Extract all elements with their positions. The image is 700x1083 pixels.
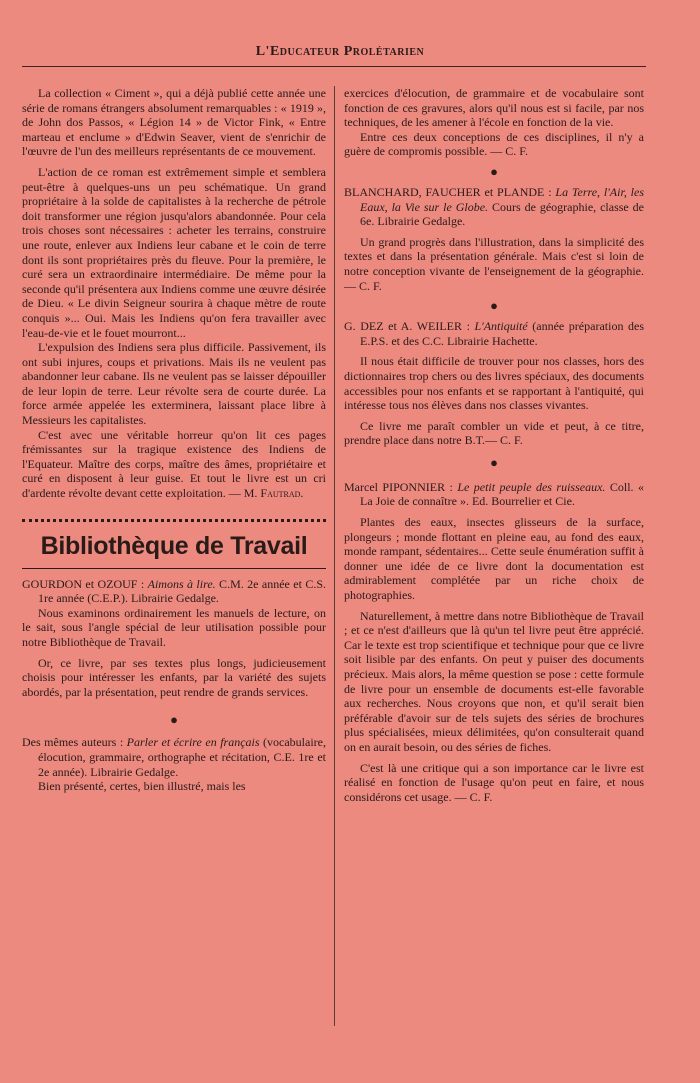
paragraph: Un grand progrès dans l'illustration, dans la simplicité des textes et dans la présentation générale. Mais c'est si loin de notre conception vivante de l'enseignement de la géographie. — C. F. <box>344 234 644 293</box>
paragraph: Entre ces deux conceptions de ces disciplines, il n'y a guère de compromis possible. — C. F. <box>344 129 644 159</box>
paragraph: L'action de ce roman est extrêmement simple et semblera peut-être à quelques-uns un peu schématique. Un grand propriétaire à la solde de capitalistes à la recherche de pétrole doit transformer une région jusqu'alors abandonnée. Pour cela trois choses sont nécessaires : acheter les terrains, construire une route, enlever aux Indiens leur cabane et le coin de terre dont ils sont propriétaires près du fleuve. Pour la première, le curé sera un extraordinaire intermédiaire. De même pour la seconde qu'il présentera aux Indiens comme une œuvre désirée de Dieu. « Le divin Seigneur sourira à chaque mètre de route conquis »... Oui. Mais les Indiens qu'on fera travailler avec l'eau-de-vie et le fouet mourront... <box>22 164 326 340</box>
ref-title: Parler et écrire en français <box>126 735 260 750</box>
ref-details: (année préparation des E.P.S. et des C.C. Librairie Hachette. <box>360 319 644 348</box>
book-reference <box>344 185 644 229</box>
paragraph: Il nous était difficile de trouver pour nos classes, hors des dictionnaires trop chers ou des livres spéciaux, des documents accessibles pour nos enfants et se rapportant à l'antiquité, qui intéresse tous nos élèves dans nos classes vivantes. <box>344 354 644 413</box>
bullet-separator: ● <box>490 298 498 314</box>
paragraph: Nous examinons ordinairement les manuels de lecture, on le sait, sous l'angle spécial de leur utilisation possible pour notre Bibliothèque de Travail. <box>22 605 326 649</box>
paragraph: Ce livre me paraît combler un vide et peut, à ce titre, prendre place dans notre B.T.— C. F. <box>344 418 644 448</box>
bullet-separator: ● <box>490 454 498 470</box>
signature: M. Fautrad. <box>243 486 304 501</box>
book-reference <box>344 480 644 509</box>
paragraph: exercices d'élocution, de grammaire et de vocabulaire sont fonction de ces gravures, alors qu'il nous est si facile, par nos techniques, de les amener à l'école en fonction de la vie. <box>344 86 644 130</box>
book-reference <box>344 319 644 348</box>
paragraph: Or, ce livre, par ses textes plus longs, judicieusement choisis pour intéresser les enfants, par la variété des sujets abordés, par la présentation, peut rendre de grands services. <box>22 655 326 699</box>
paragraph: L'expulsion des Indiens sera plus difficile. Passivement, ils ont subi injures, coups et privations. Mais ils ne veulent pas abandonner leur cabane. Ils ne veulent pas se laisser dépouiller de leur lopin de terre. Leur révolte sera de courte durée. La force armée appelée les exterminera, laissant place libre à Messieurs les capitalistes. <box>22 340 326 428</box>
header-rule <box>22 66 646 67</box>
column-divider <box>334 86 335 1026</box>
left-column <box>22 86 326 794</box>
paragraph <box>22 428 326 501</box>
ref-details: C.M. 2e année et C.S. 1re année (C.E.P.). Librairie Gedalge. <box>38 576 326 606</box>
ref-title: Aimons à lire. <box>147 576 216 591</box>
right-column <box>344 86 644 804</box>
book-reference <box>22 577 326 606</box>
paragraph: La collection « Ciment », qui a déjà publié cette année une série de romans étrangers absolument remarquables : « 1919 », de John dos Passos, « Légion 14 » de Victor Fink, « Entre marteau et enclume » d'Edwin Seaver, vient de s'enrichir de l'œuvre de l'un des meilleurs représentants de ce mouvement. <box>22 86 326 159</box>
ref-authors: G. DEZ et A. WEILER : <box>344 319 475 334</box>
dotted-separator <box>22 519 326 522</box>
paragraph: Plantes des eaux, insectes glisseurs de la surface, plongeurs ; monde flottant en pleine eau, au fond des eaux, monde rampant, sédentaires... Cette seule énumération suffit à donner une idée de ce livre dont la documentation est admirablement complétée par un riche choix de photographies. <box>344 515 644 603</box>
section-title: Bibliothèque de Travail <box>40 531 308 560</box>
ref-authors: Des mêmes auteurs : <box>22 735 127 750</box>
paragraph: C'est là une critique qui a son importance car le livre est réalisé en fonction de l'usage qu'on peut en faire, et nous considérons cet usage. — C. F. <box>344 760 644 804</box>
page-header: L'Educateur Prolétarien <box>255 44 425 59</box>
paragraph: Bien présenté, certes, bien illustré, mais les <box>38 779 246 794</box>
ref-title: L'Antiquité <box>474 319 528 334</box>
paragraph: Naturellement, à mettre dans notre Bibliothèque de Travail ; et ce n'est d'ailleurs que là qu'un tel livre peut être apprécié. Car le texte est trop scientifique et technique pour que ce livre soit lisible par des enfants. On peut y puiser des documents précieux. Mais alors, la même question se pose : cette formule de livre pour un ensemble de documents est-elle favorable aux recherches. Nous croyons que non, et qu'il serait bien préférable d'avoir sur de tels sujets des séries de brochures plus spécialisées, mieux délimitées, qu'on consulterait quand on en aurait besoin, ou des séries de fiches. <box>344 608 644 754</box>
ref-title: Le petit peuple des ruisseaux. <box>457 479 606 494</box>
ref-details: Coll. « La Joie de connaître ». Ed. Bourrelier et Cie. <box>360 479 645 509</box>
ref-title: La Terre, l'Air, les Eaux, la Vie sur le Globe. <box>360 184 644 214</box>
paragraph-text: C'est avec une véritable horreur qu'on lit ces pages frémissantes sur la tragique existence des Indiens de l'Equateur. Maître des corps, maître des âmes, propriétaire et curé en disposent à leur guise. Et tout le livre est un cri d'ardente révolte devant cette exploitation. — <box>22 427 326 501</box>
bullet-separator: ● <box>170 712 178 728</box>
bullet-separator: ● <box>490 163 498 179</box>
ref-authors: BLANCHARD, FAUCHER et PLANDE : <box>344 184 556 199</box>
ref-details: (vocabulaire, élocution, grammaire, orthographe et récitation, C.E. 1re et 2e année). Librairie Gedalge. <box>38 735 326 779</box>
ref-authors: Marcel PIPONNIER : <box>344 479 458 494</box>
ref-authors: GOURDON et OZOUF : <box>22 576 148 591</box>
ref-details: Cours de géographie, classe de 6e. Librairie Gedalge. <box>360 199 644 229</box>
book-reference <box>22 735 326 779</box>
title-rule <box>22 568 326 569</box>
